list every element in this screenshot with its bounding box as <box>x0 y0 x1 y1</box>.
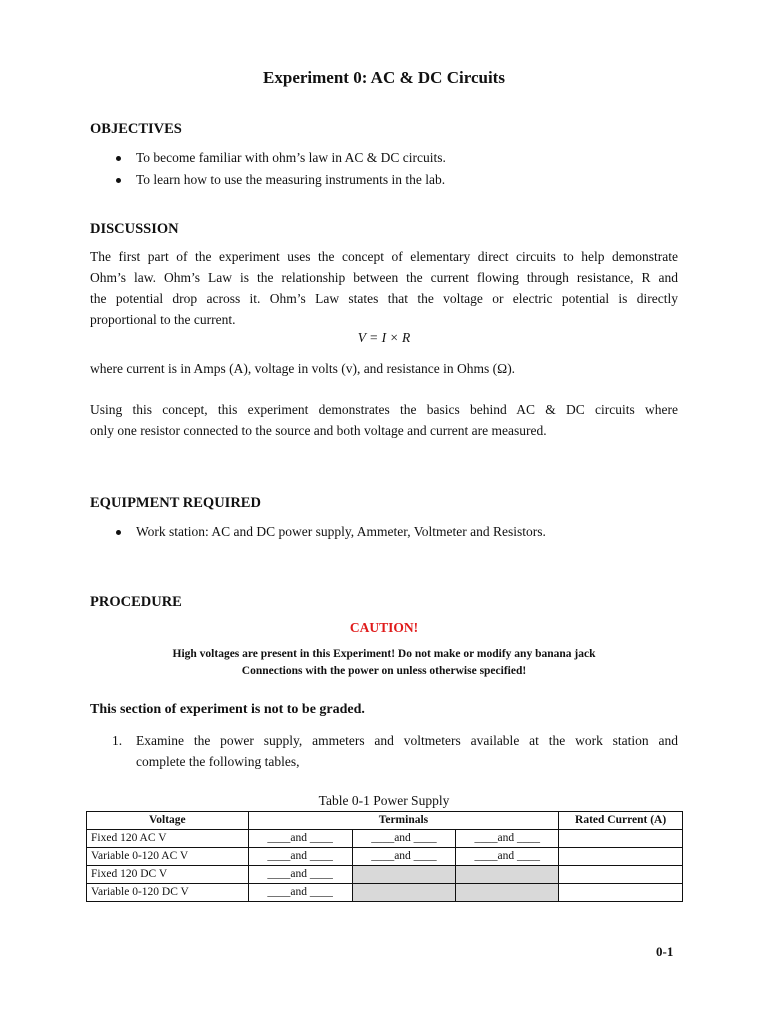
header-voltage: Voltage <box>87 812 249 830</box>
not-graded-note: This section of experiment is not to be graded. <box>90 702 365 717</box>
discussion-heading: DISCUSSION <box>90 221 179 237</box>
voltage-cell: Fixed 120 AC V <box>87 830 249 848</box>
table-header-row <box>87 812 683 830</box>
header-rated-current: Rated Current (A) <box>559 812 683 830</box>
terminal-blank[interactable]: ____and ____ <box>456 848 559 866</box>
paragraph-line: The first part of the experiment uses the concept of elementary direct circuits to help demonstrate <box>90 249 678 264</box>
paragraph-line: Ohm’s law. Ohm’s Law is the relationship between the current flowing through resistance, R and <box>90 270 678 285</box>
table-caption: Table 0-1 Power Supply <box>318 793 450 808</box>
warning-line-2: Connections with the power on unless otherwise specified! <box>241 665 527 677</box>
list-item: Work station: AC and DC power supply, Ammeter, Voltmeter and Resistors. <box>112 521 546 543</box>
step-text <box>136 730 678 772</box>
objectives-list <box>112 147 446 191</box>
discussion-paragraph-3 <box>90 399 678 441</box>
table-row <box>87 866 683 884</box>
terminal-blank[interactable]: ____and ____ <box>248 830 352 848</box>
voltage-cell: Variable 0-120 AC V <box>87 848 249 866</box>
terminal-blank[interactable]: ____and ____ <box>248 884 352 902</box>
equipment-heading: EQUIPMENT REQUIRED <box>90 495 261 511</box>
page-number: 0-1 <box>656 944 674 959</box>
rated-current-cell[interactable] <box>559 848 683 866</box>
terminal-blank[interactable]: ____and ____ <box>352 830 456 848</box>
table-row <box>87 848 683 866</box>
shaded-cell <box>456 866 559 884</box>
paragraph-line: the potential drop across it. Ohm’s Law states that the voltage or electric potential is directly <box>90 291 678 306</box>
document-title: Experiment 0: AC & DC Circuits <box>263 68 505 87</box>
objectives-heading: OBJECTIVES <box>90 121 182 137</box>
table-row <box>87 830 683 848</box>
step-line: complete the following tables, <box>136 754 300 769</box>
paragraph-line: proportional to the current. <box>90 312 236 327</box>
paragraph-line: where current is in Amps (A), voltage in volts (v), and resistance in Ohms (Ω). <box>90 361 516 376</box>
voltage-cell: Variable 0-120 DC V <box>87 884 249 902</box>
table-row <box>87 884 683 902</box>
equipment-list <box>112 521 546 543</box>
step-number: 1. <box>112 733 123 748</box>
rated-current-cell[interactable] <box>559 884 683 902</box>
voltage-cell: Fixed 120 DC V <box>87 866 249 884</box>
list-item: To become familiar with ohm’s law in AC & DC circuits. <box>112 147 446 169</box>
rated-current-cell[interactable] <box>559 866 683 884</box>
ohms-law-formula: V = I × R <box>357 330 411 345</box>
procedure-heading: PROCEDURE <box>90 594 182 610</box>
terminal-blank[interactable]: ____and ____ <box>248 848 352 866</box>
terminal-blank[interactable]: ____and ____ <box>456 830 559 848</box>
paragraph-line: only one resistor connected to the source and both voltage and current are measured. <box>90 423 547 438</box>
discussion-paragraph-2 <box>90 358 678 379</box>
warning-line-1: High voltages are present in this Experiment! Do not make or modify any banana jack <box>172 648 596 660</box>
caution-label: CAUTION! <box>349 620 419 635</box>
header-terminals: Terminals <box>248 812 559 830</box>
step-line: Examine the power supply, ammeters and voltmeters available at the work station and <box>136 733 678 748</box>
shaded-cell <box>352 884 456 902</box>
terminal-blank[interactable]: ____and ____ <box>248 866 352 884</box>
terminal-blank[interactable]: ____and ____ <box>352 848 456 866</box>
discussion-paragraph-1 <box>90 246 678 330</box>
shaded-cell <box>352 866 456 884</box>
rated-current-cell[interactable] <box>559 830 683 848</box>
power-supply-table <box>86 811 683 902</box>
list-item: To learn how to use the measuring instruments in the lab. <box>112 169 446 191</box>
paragraph-line: Using this concept, this experiment demonstrates the basics behind AC & DC circuits where <box>90 402 678 417</box>
shaded-cell <box>456 884 559 902</box>
